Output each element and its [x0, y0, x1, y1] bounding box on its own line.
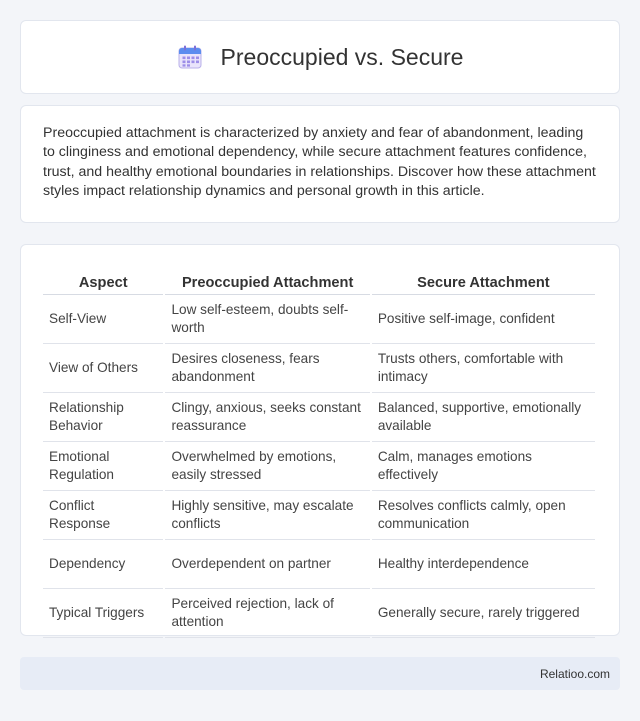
preoccupied-cell: Highly sensitive, may escalate conflicts	[165, 491, 369, 540]
footer-site-link[interactable]: Relatioo.com	[539, 666, 610, 681]
secure-cell: Trusts others, comfortable with intimacy	[372, 344, 595, 393]
intro-card	[20, 105, 620, 223]
preoccupied-cell: Low self-esteem, doubts self-worth	[165, 295, 369, 344]
table-row	[43, 540, 595, 589]
aspect-cell: Self-View	[43, 295, 163, 344]
aspect-cell: Typical Triggers	[43, 589, 163, 638]
preoccupied-cell: Overwhelmed by emotions, easily stressed	[165, 442, 369, 491]
aspect-cell: View of Others	[43, 344, 163, 393]
table-header-row	[43, 265, 595, 295]
title-card	[20, 20, 620, 94]
table-row	[43, 295, 595, 344]
comparison-card	[20, 244, 620, 636]
footer	[20, 657, 620, 690]
table-row	[43, 442, 595, 491]
comparison-table	[41, 265, 597, 638]
secure-cell: Healthy interdependence	[372, 540, 595, 589]
column-header-aspect: Aspect	[43, 265, 163, 295]
secure-cell: Generally secure, rarely triggered	[372, 589, 595, 638]
secure-cell: Resolves conflicts calmly, open communication	[372, 491, 595, 540]
secure-cell: Positive self-image, confident	[372, 295, 595, 344]
page-title: Preoccupied vs. Secure	[220, 43, 464, 70]
preoccupied-cell: Perceived rejection, lack of attention	[165, 589, 369, 638]
column-header-secure: Secure Attachment	[372, 265, 595, 295]
table-row	[43, 589, 595, 638]
column-header-preoccupied: Preoccupied Attachment	[165, 265, 369, 295]
intro-text: Preoccupied attachment is characterized by anxiety and fear of abandonment, leading to clinginess and emotional dependency, while secure attachment features confidence, trust, and healthy emotional boundaries in relationships. Discover how these attachment styles impact relationship dynamics and personal growth in this article.	[43, 125, 596, 200]
table-row	[43, 491, 595, 540]
preoccupied-cell: Desires closeness, fears abandonment	[165, 344, 369, 393]
aspect-cell: Dependency	[43, 540, 163, 589]
title-wrap	[177, 44, 464, 71]
secure-cell: Balanced, supportive, emotionally available	[372, 393, 595, 442]
aspect-cell: Emotional Regulation	[43, 442, 163, 491]
preoccupied-cell: Clingy, anxious, seeks constant reassurance	[165, 393, 369, 442]
aspect-cell: Conflict Response	[43, 491, 163, 540]
aspect-cell: Relationship Behavior	[43, 393, 163, 442]
secure-cell: Calm, manages emotions effectively	[372, 442, 595, 491]
table-row	[43, 393, 595, 442]
preoccupied-cell: Overdependent on partner	[165, 540, 369, 589]
table-row	[43, 344, 595, 393]
calendar-icon	[177, 44, 203, 70]
